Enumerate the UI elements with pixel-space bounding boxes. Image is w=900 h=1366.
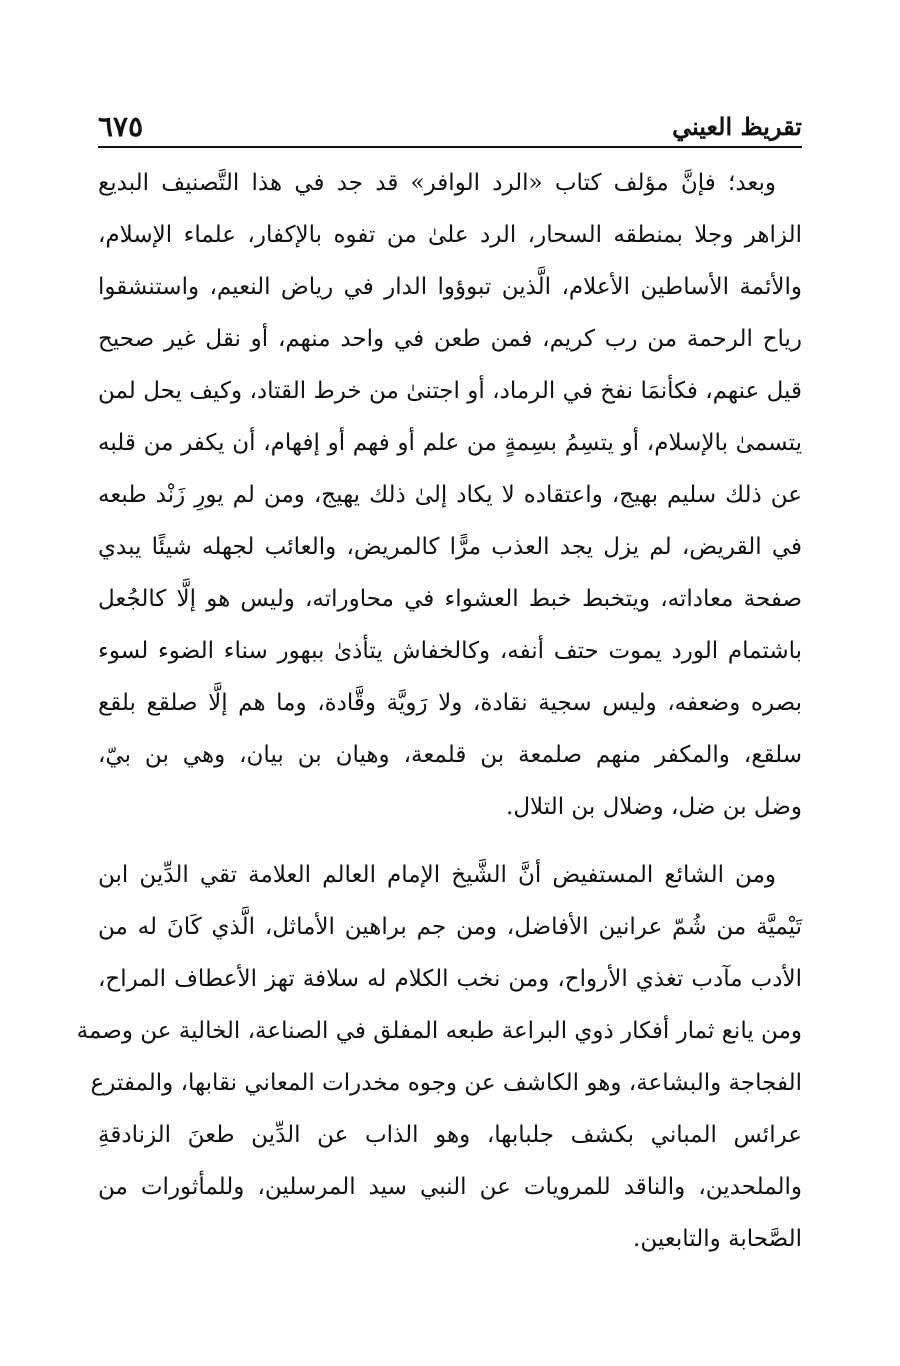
text-line: الزاهر وجلا بمنطقه السحار، الرد علىٰ من تفوه بالإكفار، علماء الإسلام، (98, 222, 802, 248)
text-line: وضل بن ضل، وضلال بن التلال. (506, 794, 802, 820)
paragraph-gap (98, 833, 802, 849)
text-line: باشتمام الورد يموت حتف أنفه، وكالخفاش يتأذىٰ ببهور سناء الضوء لسوء (98, 638, 802, 664)
text-line: قيل عنهم، فكأنمَا نفخ في الرماد، أو اجتنىٰ من خرط القتاد، وكيف يحل لمن (98, 378, 802, 404)
text-line: وبعد؛ فإنَّ مؤلف كتاب «الرد الوافر» قد جد في هذا التَّصنيف البديع (98, 170, 776, 196)
text-line: سلقع، والمكفر منهم صلمعة بن قلمعة، وهيان بن بيان، وهي بن بيّ، (98, 742, 802, 768)
text-line: رياح الرحمة من رب كريم، فمن طعن في واحد منهم، أو نقل غير صحيح (98, 326, 802, 352)
text-line: في القريض، لم يزل يجد العذب مرًّا كالمريض، والعائب لجهله شيئًا يبدي (98, 534, 802, 560)
text-line: عرائس المباني بكشف جلبابها، وهو الذاب عن الدِّين طعنَ الزنادقةِ (98, 1122, 802, 1148)
text-line: والأئمة الأساطين الأعلام، الَّذين تبوؤوا الدار في رياض النعيم، واستنشقوا (98, 274, 802, 300)
text-line: يتسمىٰ بالإسلام، أو يتسِمُ بسِمةٍ من علم أو فهم أو إفهام، أن يكفر من قلبه (98, 430, 802, 456)
body-text (76, 157, 802, 1265)
text-line: الصَّحابة والتابعين. (633, 1226, 802, 1252)
page-header (98, 104, 802, 144)
header-divider (98, 146, 802, 148)
paragraph-1 (98, 157, 802, 833)
text-line: الفجاجة والبشاعة، وهو الكاشف عن وجوه مخدرات المعاني نقابها، والمفترع (90, 1070, 802, 1096)
text-line: عن ذلك سليم بهيج، واعتقاده لا يكاد إلىٰ ذلك يهيج، ومن لم يورِ زَنْد طبعه (98, 482, 802, 508)
running-title: تقريظ العيني (672, 112, 802, 141)
text-line: صفحة معاداته، ويتخبط خبط العشواء في محاوراته، وليس هو إلَّا كالجُعل (98, 586, 802, 612)
text-line: تَيْميَّة من شُمّ عرانين الأفاضل، ومن جم براهين الأماثل، الَّذي كَانَ له من (98, 914, 802, 940)
text-line: الأدب مآدب تغذي الأرواح، ومن نخب الكلام له سلافة تهز الأعطاف المراح، (98, 966, 802, 992)
text-line: بصره وضعفه، وليس سجية نقادة، ولا رَويَّة وقَّادة، وما هم إلَّا صلقع بلقع (98, 690, 802, 716)
text-line: والملحدين، والناقد للمرويات عن النبي سيد المرسلين، وللمأثورات من (98, 1174, 802, 1200)
paragraph-2 (76, 849, 802, 1265)
text-line: ومن الشائع المستفيض أنَّ الشَّيخ الإمام العالم العلامة تقي الدِّين ابن (98, 862, 776, 888)
page-number: ٦٧٥ (98, 110, 144, 143)
text-line: ومن يانع ثمار أفكار ذوي البراعة طبعه المفلق في الصناعة، الخالية عن وصمة (76, 1018, 802, 1044)
